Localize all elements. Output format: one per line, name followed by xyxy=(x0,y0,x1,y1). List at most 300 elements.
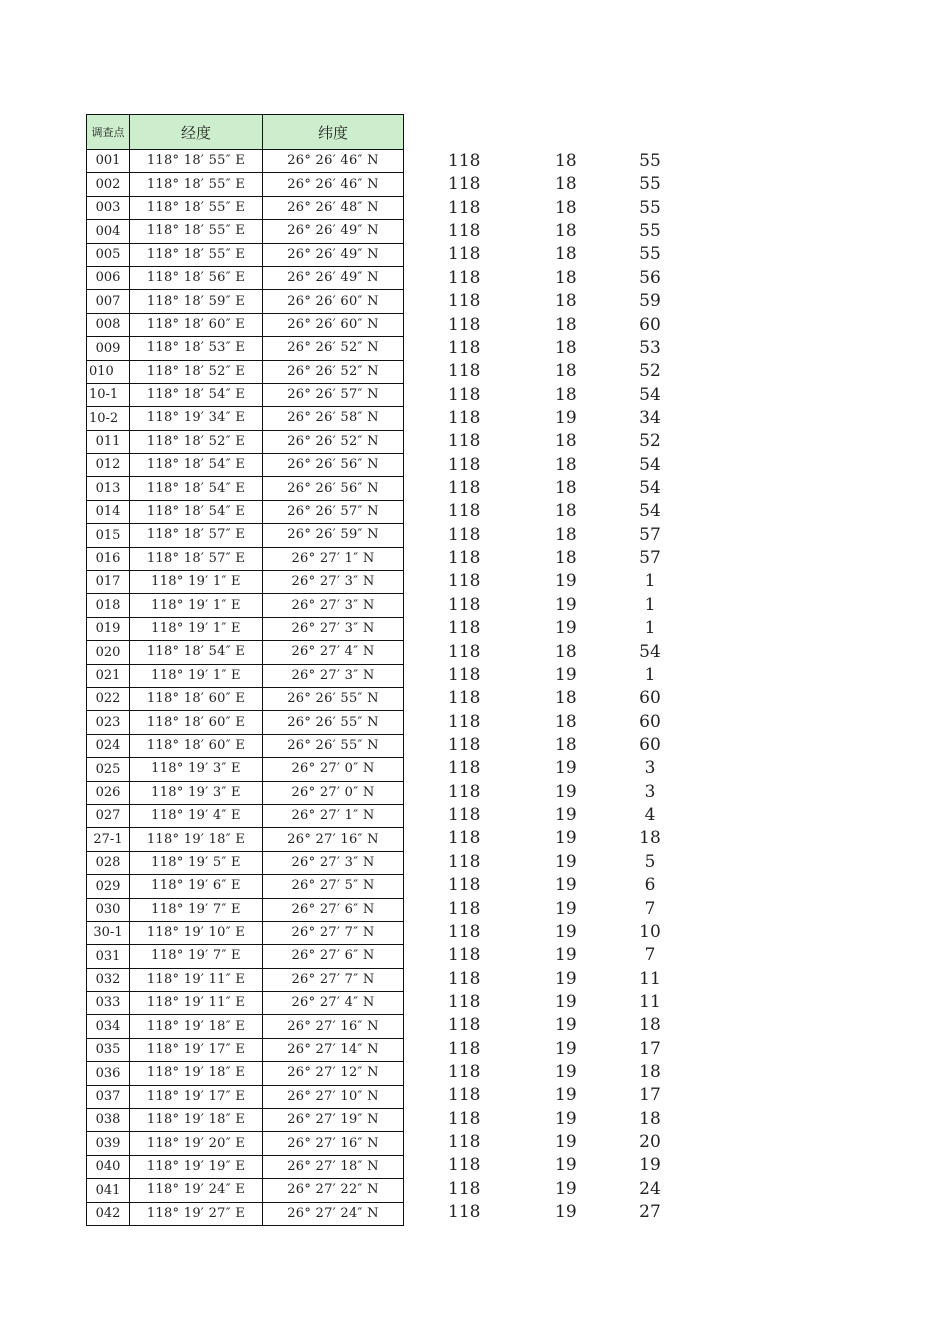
point-id-cell[interactable]: 003 xyxy=(87,196,130,219)
seconds-cell[interactable]: 3 xyxy=(644,758,656,779)
seconds-cell[interactable]: 53 xyxy=(639,337,661,358)
point-id-cell[interactable]: 024 xyxy=(87,734,130,757)
point-id-cell[interactable]: 021 xyxy=(87,664,130,687)
degrees-cell[interactable]: 118 xyxy=(448,244,481,265)
longitude-cell[interactable]: 118° 18′ 57″ E xyxy=(130,524,263,547)
point-id-cell[interactable]: 025 xyxy=(87,758,130,781)
longitude-cell[interactable]: 118° 19′ 1″ E xyxy=(130,594,263,617)
latitude-cell[interactable]: 26° 27′ 14″ N xyxy=(263,1038,404,1061)
latitude-cell[interactable]: 26° 27′ 5″ N xyxy=(263,875,404,898)
longitude-cell[interactable]: 118° 19′ 11″ E xyxy=(130,968,263,991)
seconds-cell[interactable]: 55 xyxy=(639,221,661,242)
latitude-cell[interactable]: 26° 26′ 48″ N xyxy=(263,196,404,219)
degrees-cell[interactable]: 118 xyxy=(448,734,481,755)
minutes-cell[interactable]: 19 xyxy=(555,875,577,896)
point-id-cell[interactable]: 037 xyxy=(87,1085,130,1108)
coordinate-table xyxy=(86,114,404,1226)
point-id-cell[interactable]: 041 xyxy=(87,1179,130,1202)
latitude-cell[interactable]: 26° 26′ 56″ N xyxy=(263,477,404,500)
minutes-cell[interactable]: 19 xyxy=(555,991,577,1012)
minutes-cell[interactable]: 18 xyxy=(555,501,577,522)
point-id-cell[interactable]: 10-1 xyxy=(87,383,130,406)
point-id-cell[interactable]: 023 xyxy=(87,711,130,734)
point-id-cell[interactable]: 035 xyxy=(87,1038,130,1061)
minutes-cell[interactable]: 19 xyxy=(555,407,577,428)
dms-row xyxy=(430,220,690,243)
degrees-cell[interactable]: 118 xyxy=(448,641,481,662)
degrees-cell[interactable]: 118 xyxy=(448,898,481,919)
minutes-cell[interactable]: 18 xyxy=(555,548,577,569)
dms-row xyxy=(430,150,690,173)
point-id-cell[interactable]: 029 xyxy=(87,875,130,898)
longitude-cell[interactable]: 118° 19′ 4″ E xyxy=(130,804,263,827)
degrees-cell[interactable]: 118 xyxy=(448,197,481,218)
degrees-cell[interactable]: 118 xyxy=(448,875,481,896)
seconds-cell[interactable]: 3 xyxy=(644,781,656,802)
point-id-cell[interactable]: 018 xyxy=(87,594,130,617)
point-id-cell[interactable]: 010 xyxy=(87,360,130,383)
degrees-cell[interactable]: 118 xyxy=(448,314,481,335)
longitude-cell[interactable]: 118° 19′ 1″ E xyxy=(130,664,263,687)
seconds-cell[interactable]: 60 xyxy=(639,314,661,335)
minutes-cell[interactable]: 19 xyxy=(555,571,577,592)
degrees-cell[interactable]: 118 xyxy=(448,851,481,872)
latitude-cell[interactable]: 26° 27′ 3″ N xyxy=(263,594,404,617)
latitude-cell[interactable]: 26° 27′ 10″ N xyxy=(263,1085,404,1108)
longitude-cell[interactable]: 118° 18′ 53″ E xyxy=(130,337,263,360)
point-id-cell[interactable]: 10-2 xyxy=(87,407,130,430)
seconds-cell[interactable]: 27 xyxy=(639,1202,661,1223)
minutes-cell[interactable]: 18 xyxy=(555,337,577,358)
longitude-cell[interactable]: 118° 19′ 19″ E xyxy=(130,1155,263,1178)
degrees-cell[interactable]: 118 xyxy=(448,1015,481,1036)
point-id-cell[interactable]: 022 xyxy=(87,687,130,710)
latitude-cell[interactable]: 26° 26′ 49″ N xyxy=(263,243,404,266)
degrees-cell[interactable]: 118 xyxy=(448,571,481,592)
point-id-cell[interactable]: 036 xyxy=(87,1062,130,1085)
degrees-cell[interactable]: 118 xyxy=(448,1155,481,1176)
degrees-cell[interactable]: 118 xyxy=(448,524,481,545)
degrees-cell[interactable]: 118 xyxy=(448,1085,481,1106)
point-id-cell[interactable]: 001 xyxy=(87,150,130,173)
degrees-cell[interactable]: 118 xyxy=(448,1178,481,1199)
longitude-cell[interactable]: 118° 19′ 18″ E xyxy=(130,828,263,851)
point-id-cell[interactable]: 007 xyxy=(87,290,130,313)
point-id-cell[interactable]: 026 xyxy=(87,781,130,804)
seconds-cell[interactable]: 59 xyxy=(639,291,661,312)
point-id-cell[interactable]: 013 xyxy=(87,477,130,500)
longitude-cell[interactable]: 118° 19′ 18″ E xyxy=(130,1109,263,1132)
longitude-cell[interactable]: 118° 18′ 56″ E xyxy=(130,266,263,289)
seconds-cell[interactable]: 52 xyxy=(639,431,661,452)
minutes-cell[interactable]: 19 xyxy=(555,664,577,685)
seconds-cell[interactable]: 24 xyxy=(639,1178,661,1199)
latitude-cell[interactable]: 26° 26′ 46″ N xyxy=(263,173,404,196)
seconds-cell[interactable]: 7 xyxy=(644,945,656,966)
point-id-cell[interactable]: 016 xyxy=(87,547,130,570)
longitude-cell[interactable]: 118° 19′ 1″ E xyxy=(130,571,263,594)
minutes-cell[interactable]: 18 xyxy=(555,244,577,265)
latitude-cell[interactable]: 26° 26′ 55″ N xyxy=(263,711,404,734)
point-id-cell[interactable]: 039 xyxy=(87,1132,130,1155)
point-id-cell[interactable]: 005 xyxy=(87,243,130,266)
degrees-cell[interactable]: 118 xyxy=(448,594,481,615)
minutes-cell[interactable]: 18 xyxy=(555,151,577,171)
longitude-cell[interactable]: 118° 18′ 59″ E xyxy=(130,290,263,313)
longitude-cell[interactable]: 118° 18′ 60″ E xyxy=(130,313,263,336)
minutes-cell[interactable]: 19 xyxy=(555,1085,577,1106)
seconds-cell[interactable]: 57 xyxy=(639,524,661,545)
minutes-cell[interactable]: 19 xyxy=(555,594,577,615)
point-id-cell[interactable]: 030 xyxy=(87,898,130,921)
latitude-cell[interactable]: 26° 27′ 1″ N xyxy=(263,804,404,827)
minutes-cell[interactable]: 18 xyxy=(555,197,577,218)
point-id-cell[interactable]: 011 xyxy=(87,430,130,453)
minutes-cell[interactable]: 18 xyxy=(555,711,577,732)
seconds-cell[interactable]: 1 xyxy=(644,571,656,592)
latitude-cell[interactable]: 26° 27′ 4″ N xyxy=(263,641,404,664)
latitude-cell[interactable]: 26° 27′ 6″ N xyxy=(263,898,404,921)
degrees-cell[interactable]: 118 xyxy=(448,991,481,1012)
point-id-cell[interactable]: 004 xyxy=(87,220,130,243)
seconds-cell[interactable]: 57 xyxy=(639,548,661,569)
table-row xyxy=(87,173,404,196)
degrees-cell[interactable]: 118 xyxy=(448,781,481,802)
latitude-cell[interactable]: 26° 27′ 1″ N xyxy=(263,547,404,570)
minutes-cell[interactable]: 19 xyxy=(555,851,577,872)
latitude-cell[interactable]: 26° 27′ 22″ N xyxy=(263,1179,404,1202)
minutes-cell[interactable]: 19 xyxy=(555,1062,577,1083)
degrees-cell[interactable]: 118 xyxy=(448,688,481,709)
latitude-cell[interactable]: 26° 27′ 3″ N xyxy=(263,571,404,594)
latitude-cell[interactable]: 26° 26′ 55″ N xyxy=(263,734,404,757)
seconds-cell[interactable]: 19 xyxy=(639,1155,661,1176)
point-id-cell[interactable]: 017 xyxy=(87,571,130,594)
degrees-cell[interactable]: 118 xyxy=(448,151,481,171)
degrees-cell[interactable]: 118 xyxy=(448,548,481,569)
longitude-cell[interactable]: 118° 18′ 57″ E xyxy=(130,547,263,570)
point-id-cell[interactable]: 30-1 xyxy=(87,921,130,944)
degrees-cell[interactable]: 118 xyxy=(448,361,481,382)
degrees-cell[interactable]: 118 xyxy=(448,478,481,499)
latitude-cell[interactable]: 26° 27′ 0″ N xyxy=(263,781,404,804)
latitude-cell[interactable]: 26° 26′ 49″ N xyxy=(263,266,404,289)
degrees-cell[interactable]: 118 xyxy=(448,1108,481,1129)
seconds-cell[interactable]: 18 xyxy=(639,1062,661,1083)
seconds-cell[interactable]: 54 xyxy=(639,641,661,662)
point-id-cell[interactable]: 014 xyxy=(87,500,130,523)
point-id-cell[interactable]: 019 xyxy=(87,617,130,640)
degrees-cell[interactable]: 118 xyxy=(448,968,481,989)
latitude-cell[interactable]: 26° 26′ 58″ N xyxy=(263,407,404,430)
degrees-cell[interactable]: 118 xyxy=(448,174,481,195)
degrees-cell[interactable]: 118 xyxy=(448,921,481,942)
latitude-cell[interactable]: 26° 26′ 60″ N xyxy=(263,290,404,313)
degrees-cell[interactable]: 118 xyxy=(448,454,481,475)
seconds-cell[interactable]: 55 xyxy=(639,174,661,195)
degrees-cell[interactable]: 118 xyxy=(448,1038,481,1059)
longitude-cell[interactable]: 118° 19′ 18″ E xyxy=(130,1015,263,1038)
longitude-cell[interactable]: 118° 18′ 60″ E xyxy=(130,711,263,734)
seconds-cell[interactable]: 20 xyxy=(639,1132,661,1153)
seconds-cell[interactable]: 54 xyxy=(639,384,661,405)
seconds-cell[interactable]: 60 xyxy=(639,734,661,755)
seconds-cell[interactable]: 6 xyxy=(644,875,656,896)
seconds-cell[interactable]: 60 xyxy=(639,688,661,709)
seconds-cell[interactable]: 10 xyxy=(639,921,661,942)
longitude-cell[interactable]: 118° 19′ 7″ E xyxy=(130,945,263,968)
degrees-cell[interactable]: 118 xyxy=(448,384,481,405)
longitude-cell[interactable]: 118° 18′ 55″ E xyxy=(130,220,263,243)
minutes-cell[interactable]: 18 xyxy=(555,174,577,195)
dms-row xyxy=(430,384,690,407)
seconds-cell[interactable]: 60 xyxy=(639,711,661,732)
longitude-cell[interactable]: 118° 19′ 20″ E xyxy=(130,1132,263,1155)
point-id-cell[interactable]: 015 xyxy=(87,524,130,547)
degrees-cell[interactable]: 118 xyxy=(448,1062,481,1083)
minutes-cell[interactable]: 19 xyxy=(555,828,577,849)
degrees-cell[interactable]: 118 xyxy=(448,221,481,242)
minutes-cell[interactable]: 18 xyxy=(555,361,577,382)
latitude-cell[interactable]: 26° 27′ 3″ N xyxy=(263,851,404,874)
degrees-cell[interactable]: 118 xyxy=(448,805,481,826)
seconds-cell[interactable]: 11 xyxy=(639,968,661,989)
minutes-cell[interactable]: 18 xyxy=(555,314,577,335)
latitude-cell[interactable]: 26° 26′ 57″ N xyxy=(263,500,404,523)
minutes-cell[interactable]: 18 xyxy=(555,734,577,755)
point-id-cell[interactable]: 009 xyxy=(87,337,130,360)
longitude-cell[interactable]: 118° 18′ 54″ E xyxy=(130,500,263,523)
latitude-cell[interactable]: 26° 27′ 3″ N xyxy=(263,664,404,687)
longitude-cell[interactable]: 118° 19′ 5″ E xyxy=(130,851,263,874)
degrees-cell[interactable]: 118 xyxy=(448,501,481,522)
degrees-cell[interactable]: 118 xyxy=(448,267,481,288)
longitude-cell[interactable]: 118° 19′ 6″ E xyxy=(130,875,263,898)
minutes-cell[interactable]: 18 xyxy=(555,688,577,709)
minutes-cell[interactable]: 18 xyxy=(555,267,577,288)
degrees-cell[interactable]: 118 xyxy=(448,1132,481,1153)
longitude-cell[interactable]: 118° 19′ 7″ E xyxy=(130,898,263,921)
longitude-cell[interactable]: 118° 18′ 55″ E xyxy=(130,196,263,219)
seconds-cell[interactable]: 4 xyxy=(644,805,656,826)
point-id-cell[interactable]: 020 xyxy=(87,641,130,664)
latitude-cell[interactable]: 26° 27′ 18″ N xyxy=(263,1155,404,1178)
longitude-cell[interactable]: 118° 19′ 17″ E xyxy=(130,1085,263,1108)
minutes-cell[interactable]: 18 xyxy=(555,431,577,452)
degrees-cell[interactable]: 118 xyxy=(448,711,481,732)
dms-row xyxy=(430,594,690,617)
latitude-cell[interactable]: 26° 27′ 6″ N xyxy=(263,945,404,968)
longitude-cell[interactable]: 118° 18′ 54″ E xyxy=(130,454,263,477)
minutes-cell[interactable]: 19 xyxy=(555,1038,577,1059)
latitude-cell[interactable]: 26° 26′ 57″ N xyxy=(263,383,404,406)
seconds-cell[interactable]: 17 xyxy=(639,1085,661,1106)
longitude-cell[interactable]: 118° 18′ 55″ E xyxy=(130,243,263,266)
latitude-cell[interactable]: 26° 26′ 55″ N xyxy=(263,687,404,710)
seconds-cell[interactable]: 17 xyxy=(639,1038,661,1059)
point-id-cell[interactable]: 033 xyxy=(87,992,130,1015)
seconds-cell[interactable]: 5 xyxy=(644,851,656,872)
seconds-cell[interactable]: 11 xyxy=(639,991,661,1012)
longitude-cell[interactable]: 118° 18′ 52″ E xyxy=(130,430,263,453)
degrees-cell[interactable]: 118 xyxy=(448,618,481,639)
minutes-cell[interactable]: 18 xyxy=(555,641,577,662)
latitude-cell[interactable]: 26° 27′ 7″ N xyxy=(263,921,404,944)
latitude-cell[interactable]: 26° 27′ 3″ N xyxy=(263,617,404,640)
header-latitude[interactable]: 纬度 xyxy=(263,115,404,150)
latitude-cell[interactable]: 26° 27′ 16″ N xyxy=(263,1015,404,1038)
seconds-cell[interactable]: 7 xyxy=(644,898,656,919)
longitude-cell[interactable]: 118° 19′ 3″ E xyxy=(130,758,263,781)
longitude-cell[interactable]: 118° 19′ 3″ E xyxy=(130,781,263,804)
degrees-cell[interactable]: 118 xyxy=(448,337,481,358)
point-id-cell[interactable]: 031 xyxy=(87,945,130,968)
seconds-cell[interactable]: 18 xyxy=(639,1015,661,1036)
table-row xyxy=(87,1109,404,1132)
point-id-cell[interactable]: 028 xyxy=(87,851,130,874)
minutes-cell[interactable]: 18 xyxy=(555,291,577,312)
longitude-cell[interactable]: 118° 19′ 17″ E xyxy=(130,1038,263,1061)
latitude-cell[interactable]: 26° 26′ 52″ N xyxy=(263,337,404,360)
longitude-cell[interactable]: 118° 18′ 54″ E xyxy=(130,383,263,406)
longitude-cell[interactable]: 118° 19′ 34″ E xyxy=(130,407,263,430)
seconds-cell[interactable]: 18 xyxy=(639,1108,661,1129)
minutes-cell[interactable]: 18 xyxy=(555,454,577,475)
minutes-cell[interactable]: 19 xyxy=(555,618,577,639)
degrees-cell[interactable]: 118 xyxy=(448,291,481,312)
header-point[interactable]: 调查点 xyxy=(87,115,130,150)
latitude-cell[interactable]: 26° 26′ 52″ N xyxy=(263,360,404,383)
latitude-cell[interactable]: 26° 26′ 52″ N xyxy=(263,430,404,453)
minutes-cell[interactable]: 19 xyxy=(555,805,577,826)
longitude-cell[interactable]: 118° 18′ 54″ E xyxy=(130,641,263,664)
degrees-cell[interactable]: 118 xyxy=(448,1202,481,1223)
minutes-cell[interactable]: 18 xyxy=(555,524,577,545)
seconds-cell[interactable]: 52 xyxy=(639,361,661,382)
point-id-cell[interactable]: 032 xyxy=(87,968,130,991)
seconds-cell[interactable]: 1 xyxy=(644,664,656,685)
dms-row xyxy=(430,454,690,477)
degrees-cell[interactable]: 118 xyxy=(448,664,481,685)
dms-row xyxy=(430,851,690,874)
longitude-cell[interactable]: 118° 19′ 1″ E xyxy=(130,617,263,640)
longitude-cell[interactable]: 118° 19′ 24″ E xyxy=(130,1179,263,1202)
point-id-cell[interactable]: 006 xyxy=(87,266,130,289)
minutes-cell[interactable]: 18 xyxy=(555,478,577,499)
point-id-cell[interactable]: 27-1 xyxy=(87,828,130,851)
dms-row xyxy=(430,921,690,944)
degrees-cell[interactable]: 118 xyxy=(448,431,481,452)
table-row xyxy=(87,992,404,1015)
seconds-cell[interactable]: 1 xyxy=(644,618,656,639)
point-id-cell[interactable]: 012 xyxy=(87,454,130,477)
dms-row xyxy=(430,547,690,570)
minutes-cell[interactable]: 19 xyxy=(555,968,577,989)
longitude-cell[interactable]: 118° 18′ 60″ E xyxy=(130,687,263,710)
minutes-cell[interactable]: 19 xyxy=(555,1108,577,1129)
point-id-cell[interactable]: 040 xyxy=(87,1155,130,1178)
latitude-cell[interactable]: 26° 26′ 60″ N xyxy=(263,313,404,336)
point-id-cell[interactable]: 008 xyxy=(87,313,130,336)
latitude-cell[interactable]: 26° 27′ 19″ N xyxy=(263,1109,404,1132)
longitude-cell[interactable]: 118° 18′ 60″ E xyxy=(130,734,263,757)
degrees-cell[interactable]: 118 xyxy=(448,828,481,849)
seconds-cell[interactable]: 55 xyxy=(639,151,661,171)
minutes-cell[interactable]: 18 xyxy=(555,384,577,405)
latitude-cell[interactable]: 26° 27′ 4″ N xyxy=(263,992,404,1015)
latitude-cell[interactable]: 26° 26′ 46″ N xyxy=(263,150,404,173)
seconds-cell[interactable]: 54 xyxy=(639,478,661,499)
latitude-cell[interactable]: 26° 27′ 16″ N xyxy=(263,828,404,851)
latitude-cell[interactable]: 26° 27′ 24″ N xyxy=(263,1202,404,1225)
minutes-cell[interactable]: 19 xyxy=(555,898,577,919)
minutes-cell[interactable]: 19 xyxy=(555,945,577,966)
degrees-cell[interactable]: 118 xyxy=(448,945,481,966)
degrees-cell[interactable]: 118 xyxy=(448,407,481,428)
longitude-cell[interactable]: 118° 19′ 10″ E xyxy=(130,921,263,944)
seconds-cell[interactable]: 1 xyxy=(644,594,656,615)
point-id-cell[interactable]: 042 xyxy=(87,1202,130,1225)
header-longitude[interactable]: 经度 xyxy=(130,115,263,150)
longitude-cell[interactable]: 118° 18′ 52″ E xyxy=(130,360,263,383)
minutes-cell[interactable]: 19 xyxy=(555,1202,577,1223)
dms-row xyxy=(430,1061,690,1084)
table-row xyxy=(87,1038,404,1061)
minutes-cell[interactable]: 19 xyxy=(555,1178,577,1199)
dms-row xyxy=(430,617,690,640)
seconds-cell[interactable]: 18 xyxy=(639,828,661,849)
longitude-cell[interactable]: 118° 19′ 18″ E xyxy=(130,1062,263,1085)
minutes-cell[interactable]: 19 xyxy=(555,921,577,942)
minutes-cell[interactable]: 19 xyxy=(555,781,577,802)
seconds-cell[interactable]: 55 xyxy=(639,197,661,218)
latitude-cell[interactable]: 26° 26′ 59″ N xyxy=(263,524,404,547)
longitude-cell[interactable]: 118° 18′ 54″ E xyxy=(130,477,263,500)
header-row xyxy=(87,115,404,150)
minutes-cell[interactable]: 19 xyxy=(555,1015,577,1036)
dms-row xyxy=(430,1131,690,1154)
point-id-cell[interactable]: 034 xyxy=(87,1015,130,1038)
longitude-cell[interactable]: 118° 18′ 55″ E xyxy=(130,150,263,173)
table-row xyxy=(87,337,404,360)
longitude-cell[interactable]: 118° 18′ 55″ E xyxy=(130,173,263,196)
latitude-cell[interactable]: 26° 26′ 49″ N xyxy=(263,220,404,243)
degrees-cell[interactable]: 118 xyxy=(448,758,481,779)
latitude-cell[interactable]: 26° 27′ 7″ N xyxy=(263,968,404,991)
seconds-cell[interactable]: 56 xyxy=(639,267,661,288)
seconds-cell[interactable]: 54 xyxy=(639,454,661,475)
table-row xyxy=(87,290,404,313)
minutes-cell[interactable]: 18 xyxy=(555,221,577,242)
latitude-cell[interactable]: 26° 26′ 56″ N xyxy=(263,454,404,477)
seconds-cell[interactable]: 34 xyxy=(639,407,661,428)
longitude-cell[interactable]: 118° 19′ 27″ E xyxy=(130,1202,263,1225)
latitude-cell[interactable]: 26° 27′ 12″ N xyxy=(263,1062,404,1085)
minutes-cell[interactable]: 19 xyxy=(555,1155,577,1176)
point-id-cell[interactable]: 002 xyxy=(87,173,130,196)
minutes-cell[interactable]: 19 xyxy=(555,758,577,779)
dms-row xyxy=(430,524,690,547)
latitude-cell[interactable]: 26° 27′ 16″ N xyxy=(263,1132,404,1155)
longitude-cell[interactable]: 118° 19′ 11″ E xyxy=(130,992,263,1015)
latitude-cell[interactable]: 26° 27′ 0″ N xyxy=(263,758,404,781)
point-id-cell[interactable]: 038 xyxy=(87,1109,130,1132)
minutes-cell[interactable]: 19 xyxy=(555,1132,577,1153)
table-row xyxy=(87,687,404,710)
seconds-cell[interactable]: 54 xyxy=(639,501,661,522)
point-id-cell[interactable]: 027 xyxy=(87,804,130,827)
seconds-cell[interactable]: 55 xyxy=(639,244,661,265)
